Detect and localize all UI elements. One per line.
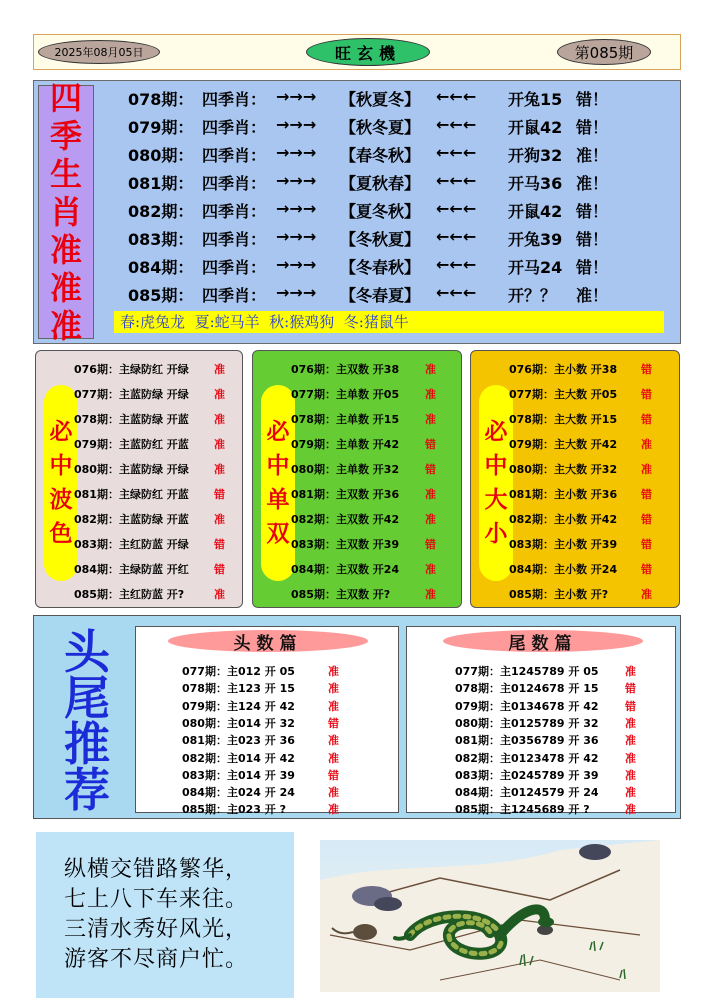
row-text: 082期：主双数 开42	[291, 513, 400, 526]
odd-even-panel-title	[261, 385, 295, 581]
list-item	[509, 386, 679, 406]
list-item	[455, 663, 655, 680]
list-item	[509, 586, 679, 606]
list-item	[182, 732, 382, 749]
row-text: 082期：主小数 开42	[509, 513, 618, 526]
season-arrow-r: ←←←	[436, 255, 477, 274]
season-period: 080期：	[128, 146, 194, 165]
season-mark: 准！	[576, 146, 609, 165]
title-char: 单	[266, 487, 290, 513]
big-small-panel-title	[479, 385, 513, 581]
row-text: 079期：主单数 开42	[291, 438, 400, 451]
season-arrow-l: →→→	[276, 283, 317, 302]
season-pick: 【冬秋夏】	[340, 230, 421, 249]
season-arrow-r: ←←←	[436, 199, 477, 218]
list-item	[455, 715, 655, 732]
list-item	[74, 436, 244, 456]
list-item	[182, 680, 382, 697]
title-char: 荐	[64, 762, 110, 817]
list-item	[509, 511, 679, 531]
season-mark: 准！	[576, 286, 609, 305]
row-text: 084期：主小数 开24	[509, 563, 618, 576]
list-item	[182, 801, 382, 818]
result-mark: 错	[641, 413, 652, 426]
result-mark: 错	[425, 438, 436, 451]
snake-illustration	[320, 840, 660, 992]
result-mark: 错	[625, 699, 636, 713]
list-item	[74, 386, 244, 406]
list-item	[455, 767, 655, 784]
list-item	[74, 361, 244, 381]
season-result: 开鼠42	[508, 118, 563, 137]
season-row	[128, 283, 628, 309]
row-text: 085期：主1245689 开 ?	[455, 803, 590, 817]
list-item	[291, 561, 461, 581]
title-char: 中	[49, 453, 73, 479]
title-char: 肖	[49, 193, 82, 231]
season-row	[128, 255, 628, 281]
title-char: 色	[49, 521, 73, 547]
row-text: 082期：主蓝防绿 开蓝	[74, 513, 189, 526]
season-pick: 【春冬秋】	[340, 146, 421, 165]
season-mark: 错！	[576, 230, 609, 249]
title-char: 必	[266, 419, 290, 445]
season-label: 四季肖：	[202, 146, 267, 165]
result-mark: 错	[214, 488, 225, 501]
result-mark: 准	[214, 513, 225, 526]
list-item	[182, 663, 382, 680]
season-result: 开狗32	[508, 146, 563, 165]
list-item	[182, 750, 382, 767]
result-mark: 准	[625, 768, 636, 782]
list-item	[291, 411, 461, 431]
row-text: 081期：主绿防红 开蓝	[74, 488, 189, 501]
season-row	[128, 143, 628, 169]
list-item	[455, 784, 655, 801]
title-char: 必	[484, 419, 508, 445]
list-item	[509, 536, 679, 556]
list-item	[182, 784, 382, 801]
season-pick: 【冬春秋】	[340, 258, 421, 277]
poem-line: 游客不尽商户忙。	[64, 947, 249, 972]
list-item	[291, 386, 461, 406]
row-text: 080期：主014 开 32	[182, 716, 295, 730]
season-arrow-l: →→→	[276, 143, 317, 162]
season-mark: 错！	[576, 90, 609, 109]
season-label: 四季肖：	[202, 118, 267, 137]
season-label: 四季肖：	[202, 286, 267, 305]
season-row	[128, 171, 628, 197]
list-item	[509, 361, 679, 381]
result-mark: 准	[214, 413, 225, 426]
row-text: 078期：主蓝防绿 开蓝	[74, 413, 189, 426]
result-mark: 准	[328, 682, 339, 696]
wave-panel-title	[44, 385, 78, 581]
list-item	[291, 536, 461, 556]
result-mark: 准	[625, 716, 636, 730]
list-item	[455, 680, 655, 697]
list-item	[509, 436, 679, 456]
result-mark: 准	[625, 734, 636, 748]
row-text: 081期：主023 开 36	[182, 734, 295, 748]
result-mark: 准	[214, 363, 225, 376]
list-item	[74, 536, 244, 556]
title-char: 中	[266, 453, 290, 479]
list-item	[74, 411, 244, 431]
season-section-title	[38, 79, 94, 345]
head-tail-section	[33, 615, 681, 819]
season-arrow-r: ←←←	[436, 171, 477, 190]
season-arrow-l: →→→	[276, 199, 317, 218]
row-text: 079期：主蓝防红 开蓝	[74, 438, 189, 451]
row-text: 079期：主0134678 开 42	[455, 699, 599, 713]
result-mark: 准	[641, 463, 652, 476]
wave-color-panel	[35, 350, 243, 608]
result-mark: 错	[641, 488, 652, 501]
list-item	[455, 698, 655, 715]
title-char: 生	[49, 155, 82, 193]
result-mark: 准	[328, 751, 339, 765]
season-period: 082期：	[128, 202, 194, 221]
season-period: 081期：	[128, 174, 194, 193]
row-text: 077期：主蓝防绿 开绿	[74, 388, 189, 401]
result-mark: 错	[328, 716, 339, 730]
season-label: 四季肖：	[202, 202, 267, 221]
issue-badge: 第085期	[557, 39, 651, 65]
row-text: 076期：主双数 开38	[291, 363, 400, 376]
result-mark: 准	[425, 563, 436, 576]
result-mark: 准	[425, 588, 436, 601]
result-mark: 准	[328, 734, 339, 748]
season-row	[128, 115, 628, 141]
row-text: 079期：主大数 开42	[509, 438, 618, 451]
row-text: 083期：主红防蓝 开绿	[74, 538, 189, 551]
list-item	[291, 361, 461, 381]
title-char: 准	[49, 307, 82, 345]
result-mark: 错	[214, 563, 225, 576]
result-mark: 准	[214, 438, 225, 451]
list-item	[74, 461, 244, 481]
title-char: 中	[484, 453, 508, 479]
season-pick: 【秋冬夏】	[340, 118, 421, 137]
row-text: 076期：主小数 开38	[509, 363, 618, 376]
season-zodiac-section	[33, 80, 681, 344]
list-item	[74, 486, 244, 506]
season-arrow-l: →→→	[276, 87, 317, 106]
row-text: 077期：主1245789 开 05	[455, 665, 599, 678]
season-result: 开马24	[508, 258, 563, 277]
season-mark: 错！	[576, 258, 609, 277]
season-arrow-r: ←←←	[436, 143, 477, 162]
season-period: 079期：	[128, 118, 194, 137]
result-mark: 准	[328, 665, 339, 678]
season-row	[128, 87, 628, 113]
row-text: 083期：主双数 开39	[291, 538, 400, 551]
list-item	[291, 436, 461, 456]
list-item	[509, 486, 679, 506]
date-badge: 2025年08月05日	[38, 40, 160, 64]
row-text: 084期：主024 开 24	[182, 786, 295, 800]
row-text: 085期：主红防蓝 开?	[74, 588, 185, 601]
row-text: 077期：主大数 开05	[509, 388, 618, 401]
season-legend: 春:虎兔龙 夏:蛇马羊 秋:猴鸡狗 冬:猪鼠牛	[114, 311, 664, 333]
result-mark: 准	[625, 751, 636, 765]
result-mark: 准	[214, 463, 225, 476]
season-pick: 【夏冬秋】	[340, 202, 421, 221]
season-row	[128, 227, 628, 253]
result-mark: 准	[425, 513, 436, 526]
rock	[374, 897, 402, 911]
season-arrow-r: ←←←	[436, 227, 477, 246]
title-char: 推	[64, 716, 110, 771]
row-text: 076期：主绿防红 开绿	[74, 363, 189, 376]
big-small-panel	[470, 350, 680, 608]
season-result: 开？？	[508, 286, 557, 305]
list-item	[509, 461, 679, 481]
season-result: 开马36	[508, 174, 563, 193]
result-mark: 错	[425, 463, 436, 476]
season-mark: 错！	[576, 118, 609, 137]
row-text: 084期：主绿防蓝 开红	[74, 563, 189, 576]
season-period: 085期：	[128, 286, 194, 305]
row-text: 081期：主小数 开36	[509, 488, 618, 501]
title-char: 必	[49, 419, 73, 445]
row-text: 077期：主单数 开05	[291, 388, 400, 401]
season-arrow-l: →→→	[276, 255, 317, 274]
poem-line: 纵横交错路繁华，	[64, 857, 249, 882]
list-item	[291, 511, 461, 531]
list-item	[455, 801, 655, 818]
poem-box	[36, 832, 294, 998]
season-arrow-l: →→→	[276, 115, 317, 134]
season-arrow-r: ←←←	[436, 115, 477, 134]
row-text: 078期：主单数 开15	[291, 413, 400, 426]
row-text: 080期：主大数 开32	[509, 463, 618, 476]
row-text: 080期：主0125789 开 32	[455, 716, 599, 730]
row-text: 084期：主双数 开24	[291, 563, 400, 576]
season-mark: 准！	[576, 174, 609, 193]
title-char: 准	[49, 269, 82, 307]
rock	[579, 844, 611, 860]
title-char: 双	[266, 521, 290, 547]
result-mark: 准	[641, 588, 652, 601]
result-mark: 准	[625, 665, 636, 678]
season-arrow-l: →→→	[276, 227, 317, 246]
row-text: 081期：主0356789 开 36	[455, 734, 599, 748]
list-item	[74, 586, 244, 606]
result-mark: 错	[328, 768, 339, 782]
season-result: 开鼠42	[508, 202, 563, 221]
season-arrow-l: →→→	[276, 171, 317, 190]
result-mark: 准	[625, 786, 636, 800]
season-arrow-r: ←←←	[436, 87, 477, 106]
season-row	[128, 199, 628, 225]
result-mark: 准	[214, 388, 225, 401]
title-char: 季	[49, 117, 82, 155]
head-number-box	[135, 626, 399, 817]
result-mark: 错	[641, 388, 652, 401]
row-text: 078期：主大数 开15	[509, 413, 618, 426]
result-mark: 错	[641, 563, 652, 576]
head-box-title: 头数篇	[168, 630, 368, 652]
result-mark: 准	[425, 413, 436, 426]
row-text: 084期：主0124579 开 24	[455, 786, 599, 800]
season-pick: 【夏秋春】	[340, 174, 421, 193]
season-label: 四季肖：	[202, 258, 267, 277]
row-text: 083期：主0245789 开 39	[455, 768, 599, 782]
row-text: 081期：主双数 开36	[291, 488, 400, 501]
poem-line: 七上八下车来往。	[64, 887, 249, 912]
result-mark: 准	[328, 803, 339, 817]
list-item	[509, 561, 679, 581]
row-text: 079期：主124 开 42	[182, 699, 295, 713]
season-pick: 【秋夏冬】	[340, 90, 421, 109]
season-period: 083期：	[128, 230, 194, 249]
row-text: 078期：主0124678 开 15	[455, 682, 599, 696]
list-item	[291, 586, 461, 606]
result-mark: 准	[425, 363, 436, 376]
season-label: 四季肖：	[202, 90, 267, 109]
list-item	[509, 411, 679, 431]
title-char: 准	[49, 231, 82, 269]
page-title: 旺玄機	[306, 38, 430, 66]
title-char: 头	[64, 624, 110, 679]
season-mark: 错！	[576, 202, 609, 221]
list-item	[291, 461, 461, 481]
row-text: 085期：主023 开 ?	[182, 803, 286, 817]
row-text: 082期：主014 开 42	[182, 751, 295, 765]
row-text: 078期：主123 开 15	[182, 682, 295, 696]
list-item	[455, 732, 655, 749]
season-period: 084期：	[128, 258, 194, 277]
result-mark: 准	[425, 388, 436, 401]
row-text: 083期：主小数 开39	[509, 538, 618, 551]
list-item	[74, 511, 244, 531]
result-mark: 准	[641, 438, 652, 451]
row-text: 077期：主012 开 05	[182, 665, 295, 678]
result-mark: 准	[425, 488, 436, 501]
result-mark: 准	[328, 786, 339, 800]
title-char: 尾	[64, 670, 110, 725]
tail-number-box	[406, 626, 676, 817]
title-char: 小	[484, 521, 508, 547]
title-char: 四	[49, 79, 82, 117]
list-item	[455, 750, 655, 767]
result-mark: 错	[641, 363, 652, 376]
result-mark: 错	[425, 538, 436, 551]
row-text: 080期：主单数 开32	[291, 463, 400, 476]
title-char: 波	[49, 487, 73, 513]
list-item	[182, 715, 382, 732]
season-result: 开兔39	[508, 230, 563, 249]
title-char: 大	[484, 487, 508, 513]
poem-line: 三清水秀好风光，	[64, 917, 249, 942]
season-pick: 【冬春夏】	[340, 286, 421, 305]
row-text: 083期：主014 开 39	[182, 768, 295, 782]
season-result: 开兔15	[508, 90, 563, 109]
result-mark: 错	[641, 538, 652, 551]
result-mark: 准	[214, 588, 225, 601]
result-mark: 准	[328, 699, 339, 713]
season-period: 078期：	[128, 90, 194, 109]
result-mark: 错	[625, 682, 636, 696]
season-arrow-r: ←←←	[436, 283, 477, 302]
season-label: 四季肖：	[202, 230, 267, 249]
mouse	[353, 924, 377, 940]
row-text: 085期：主小数 开?	[509, 588, 609, 601]
row-text: 085期：主双数 开?	[291, 588, 391, 601]
header-bar	[33, 34, 681, 70]
result-mark: 错	[214, 538, 225, 551]
result-mark: 准	[625, 803, 636, 817]
result-mark: 错	[641, 513, 652, 526]
list-item	[74, 561, 244, 581]
season-label: 四季肖：	[202, 174, 267, 193]
odd-even-panel	[252, 350, 462, 608]
list-item	[291, 486, 461, 506]
tail-box-title: 尾数篇	[443, 630, 643, 652]
list-item	[182, 767, 382, 784]
list-item	[182, 698, 382, 715]
row-text: 080期：主蓝防绿 开绿	[74, 463, 189, 476]
head-tail-title	[48, 624, 126, 817]
row-text: 082期：主0123478 开 42	[455, 751, 599, 765]
